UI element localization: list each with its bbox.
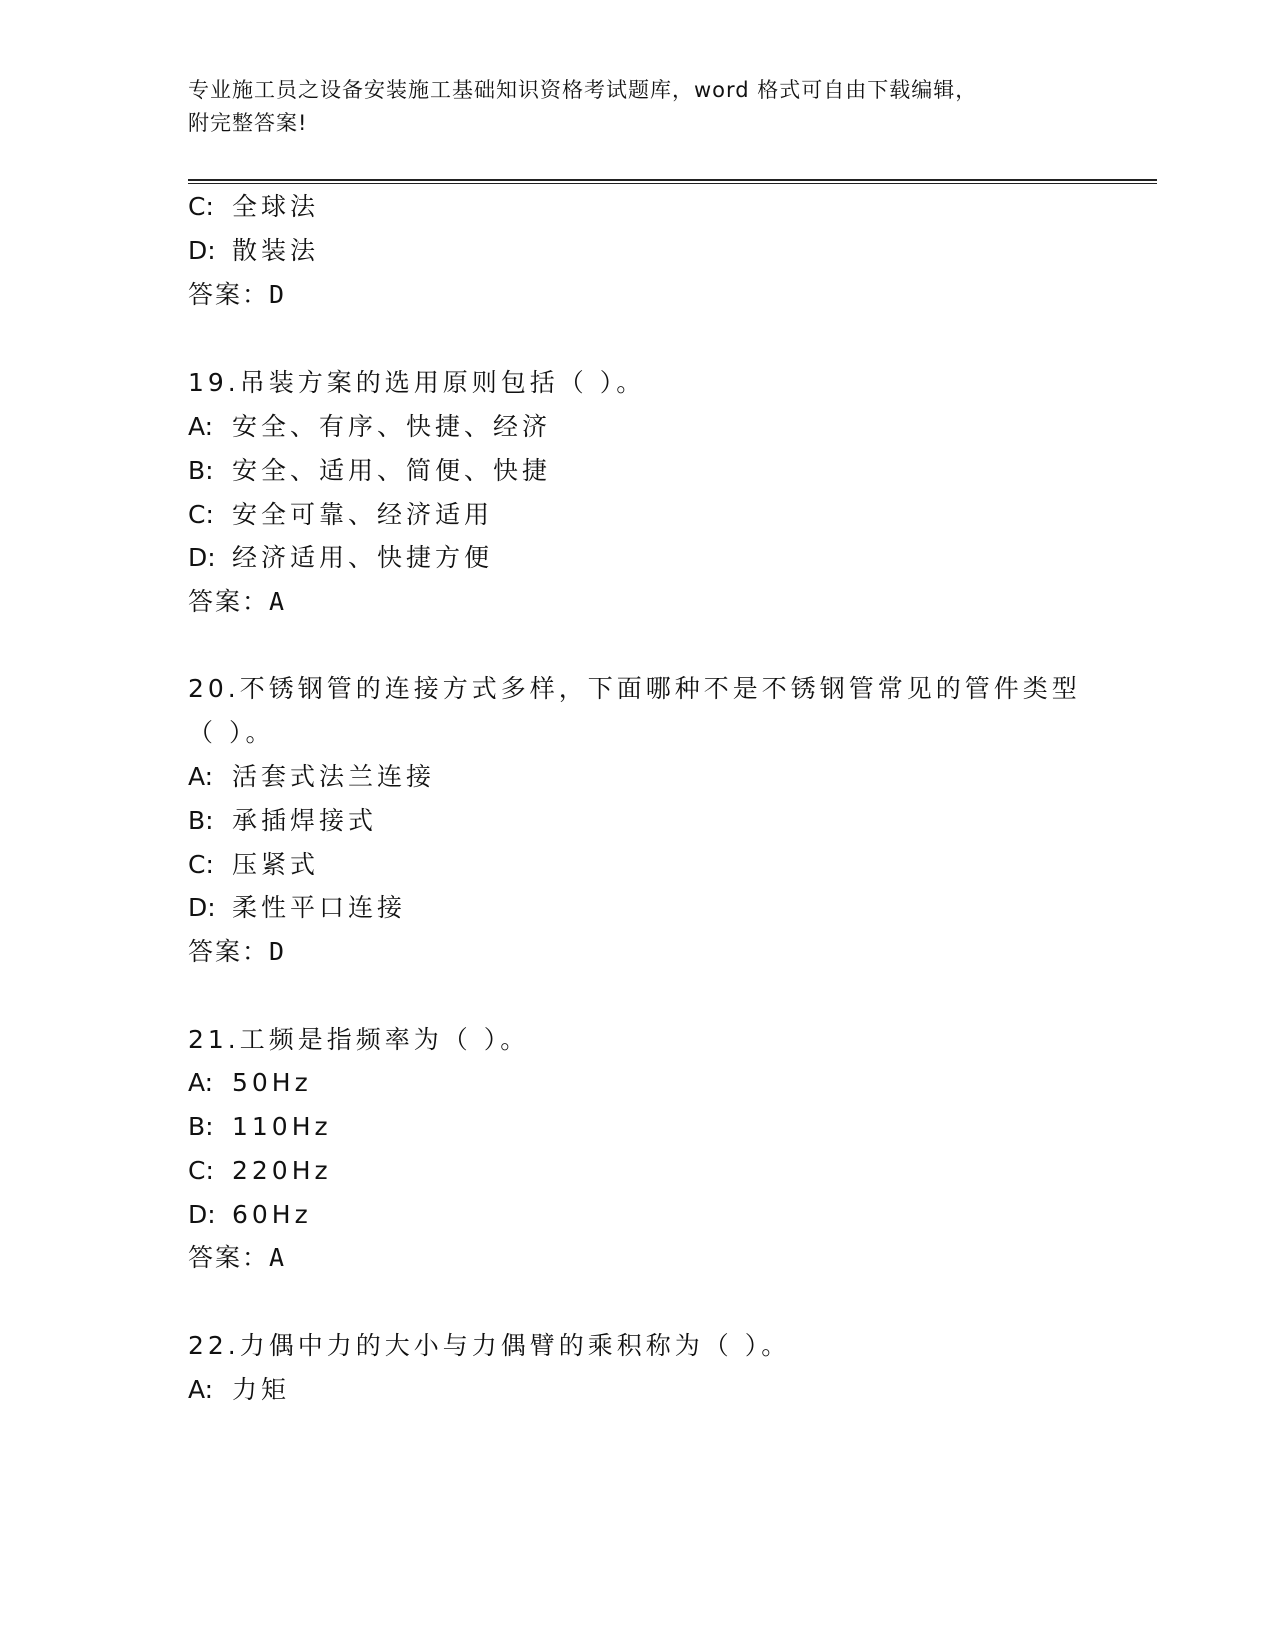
q22-option-a: A: 力矩	[188, 1375, 291, 1404]
q20-stem-line-1: 20.不锈钢管的连接方式多样，下面哪种不是不锈钢管常见的管件类型	[188, 674, 1081, 703]
q19-option-c: C: 安全可靠、经济适用	[188, 500, 494, 529]
q21-option-a: A: 50Hz	[188, 1068, 312, 1097]
q19-option-d: D: 经济适用、快捷方便	[188, 543, 494, 572]
header-line-2: 附完整答案!	[188, 111, 308, 135]
q19-option-a: A: 安全、有序、快捷、经济	[188, 412, 552, 441]
q21-option-c: C: 220Hz	[188, 1156, 332, 1185]
q19-option-b: B: 安全、适用、简便、快捷	[188, 456, 552, 485]
q22-stem: 22.力偶中力的大小与力偶臂的乘积称为（ ）。	[188, 1331, 791, 1360]
q20-option-a: A: 活套式法兰连接	[188, 762, 436, 791]
q21-answer: 答案：A	[188, 1243, 285, 1272]
document-header	[188, 74, 1088, 140]
q18-option-d: D: 散装法	[188, 236, 320, 265]
header-divider	[188, 179, 1157, 184]
q21-stem: 21.工频是指频率为（ ）。	[188, 1025, 530, 1054]
header-line-1: 专业施工员之设备安装施工基础知识资格考试题库，word 格式可自由下载编辑，	[188, 78, 978, 102]
q19-answer: 答案：A	[188, 587, 285, 616]
q20-option-b: B: 承插焊接式	[188, 806, 378, 835]
q20-stem-line-2: （ ）。	[188, 718, 275, 747]
q18-option-c: C: 全球法	[188, 192, 320, 221]
q20-option-d: D: 柔性平口连接	[188, 893, 407, 922]
q21-option-b: B: 110Hz	[188, 1112, 332, 1141]
q18-answer: 答案：D	[188, 280, 285, 309]
q20-answer: 答案：D	[188, 937, 285, 966]
q19-stem: 19.吊装方案的选用原则包括（ ）。	[188, 368, 646, 397]
q20-option-c: C: 压紧式	[188, 850, 320, 879]
q21-option-d: D: 60Hz	[188, 1200, 312, 1229]
